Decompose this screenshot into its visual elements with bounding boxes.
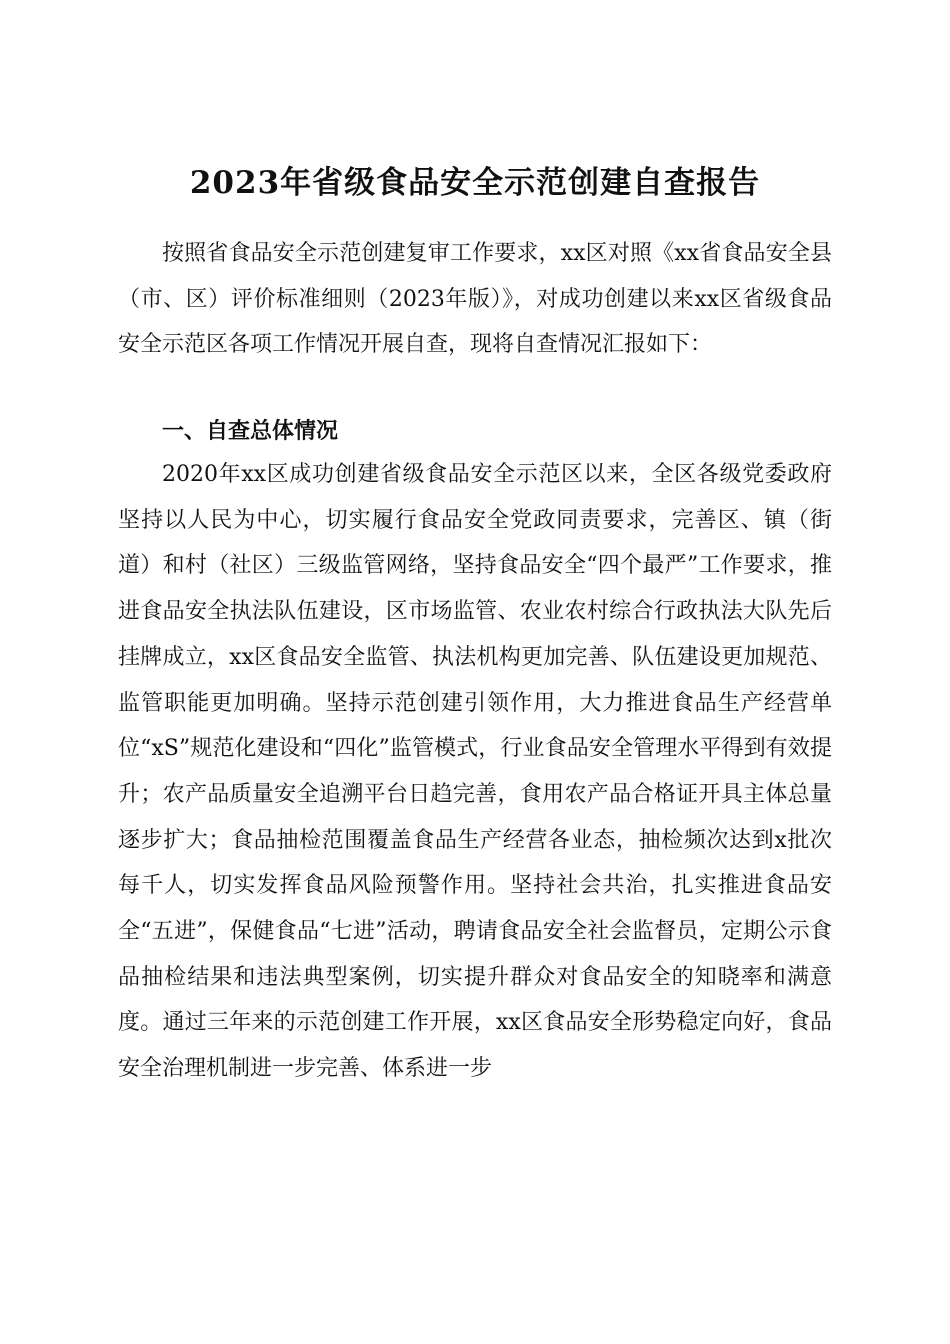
intro-paragraph: 按照省食品安全示范创建复审工作要求，xx区对照《xx省食品安全县（市、区）评价标准细则（2023年版）》，对成功创建以来xx区省级食品安全示范区各项工作情况开展自查，现将自查情况汇报如下： xyxy=(118,241,832,358)
section-body-paragraph: 2020年xx区成功创建省级食品安全示范区以来，全区各级党委政府坚持以人民为中心，切实履行食品安全党政同责要求，完善区、镇（街道）和村（社区）三级监管网络，坚持食品安全“四个最严”工作要求，推进食品安全执法队伍建设，区市场监管、农业农村综合行政执法大队先后挂牌成立，xx区食品安全监管、执法机构更加完善、队伍建设更加规范、监管职能更加明确。坚持示范创建引领作用，大力推进食品生产经营单位“xS”规范化建设和“四化”监管模式，行业食品安全管理水平得到有效提升；农产品质量安全追溯平台日趋完善，食用农产品合格证开具主体总量逐步扩大；食品抽检范围覆盖食品生产经营各业态，抽检频次达到x批次每千人，切实发挥食品风险预警作用。坚持社会共治，扎实推进食品安全“五进”，保健食品“七进”活动，聘请食品安全社会监督员，定期公示食品抽检结果和违法典型案例，切实提升群众对食品安全的知晓率和满意度。通过三年来的示范创建工作开展，xx区食品安全形势稳定向好，食品安全治理机制进一步完善、体系进一步 xyxy=(118,462,832,1082)
section-heading: 一、自查总体情况 xyxy=(162,419,339,444)
document-title: 2023年省级食品安全示范创建自查报告 xyxy=(189,164,761,201)
